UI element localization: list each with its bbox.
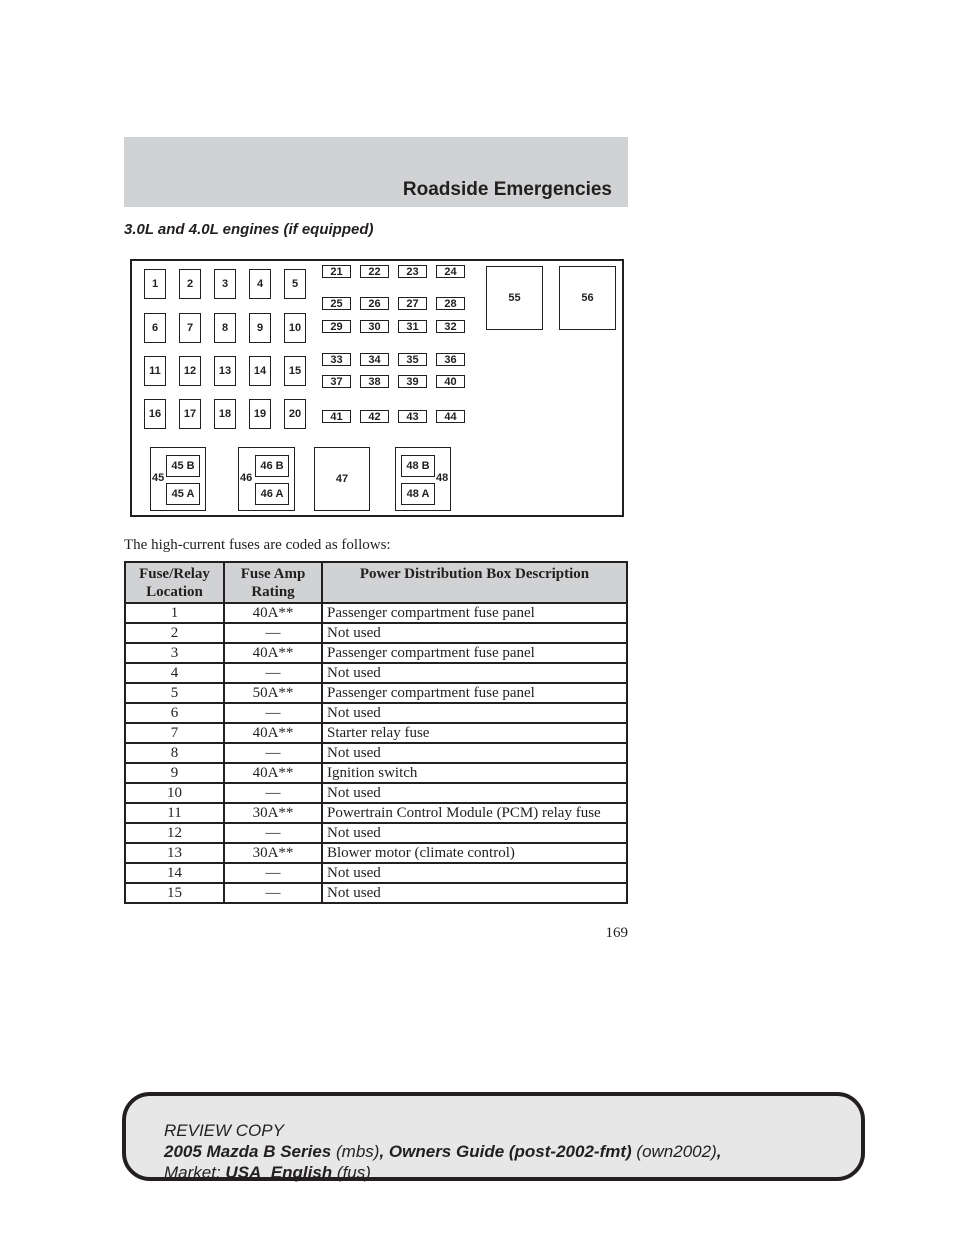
page-number: 169: [605, 925, 628, 941]
fuse-11: 11: [144, 356, 166, 386]
cell-rating: —: [224, 743, 322, 763]
cell-description: Blower motor (climate control): [322, 843, 627, 863]
relay-56: 56: [559, 266, 616, 330]
relay-46-label: 46: [240, 472, 253, 484]
fuse-5: 5: [284, 269, 306, 299]
mini-fuse-35: 35: [398, 353, 427, 366]
cell-location: 11: [125, 803, 224, 823]
cell-description: Not used: [322, 863, 627, 883]
fuse-15: 15: [284, 356, 306, 386]
mini-fuse-30: 30: [360, 320, 389, 333]
market-code: (fus): [336, 1163, 371, 1182]
fuse-7: 7: [179, 313, 201, 343]
cell-rating: —: [224, 703, 322, 723]
mini-fuse-33: 33: [322, 353, 351, 366]
model-code: (mbs): [336, 1142, 380, 1161]
cell-location: 1: [125, 603, 224, 623]
cell-description: Ignition switch: [322, 763, 627, 783]
fuse-10: 10: [284, 313, 306, 343]
fuse-table: [124, 561, 628, 904]
review-copy-box: [122, 1092, 865, 1181]
relay-45-b: 45 B: [166, 455, 200, 477]
table-row: [125, 783, 627, 803]
table-header-row: [125, 562, 627, 603]
cell-description: Not used: [322, 883, 627, 903]
fuse-6: 6: [144, 313, 166, 343]
market-name: USA_English: [225, 1163, 333, 1182]
cell-location: 4: [125, 663, 224, 683]
relay-47: 47: [314, 447, 370, 511]
mini-fuse-26: 26: [360, 297, 389, 310]
header-location: Fuse/Relay Location: [125, 562, 224, 603]
intro-text: The high-current fuses are coded as follows:: [124, 537, 391, 553]
relay-46-a: 46 A: [255, 483, 289, 505]
relay-45-a: 45 A: [166, 483, 200, 505]
mini-fuse-37: 37: [322, 375, 351, 388]
relay-46-b: 46 B: [255, 455, 289, 477]
table-row: [125, 863, 627, 883]
cell-location: 3: [125, 643, 224, 663]
cell-rating: —: [224, 783, 322, 803]
cell-rating: 40A**: [224, 603, 322, 623]
relay-45-label: 45: [152, 472, 165, 484]
mini-fuse-40: 40: [436, 375, 465, 388]
cell-rating: —: [224, 863, 322, 883]
engine-subheading: 3.0L and 4.0L engines (if equipped): [124, 221, 374, 238]
cell-rating: —: [224, 883, 322, 903]
cell-description: Not used: [322, 623, 627, 643]
cell-location: 6: [125, 703, 224, 723]
cell-location: 13: [125, 843, 224, 863]
mini-fuse-44: 44: [436, 410, 465, 423]
guide-code: (own2002): [636, 1142, 717, 1161]
section-title: Roadside Emergencies: [402, 179, 612, 200]
cell-rating: 50A**: [224, 683, 322, 703]
fuse-14: 14: [249, 356, 271, 386]
cell-location: 5: [125, 683, 224, 703]
cell-location: 8: [125, 743, 224, 763]
mini-fuse-42: 42: [360, 410, 389, 423]
cell-description: Not used: [322, 663, 627, 683]
fuse-19: 19: [249, 399, 271, 429]
section-header-band: [124, 137, 628, 207]
cell-rating: —: [224, 623, 322, 643]
fuse-2: 2: [179, 269, 201, 299]
table-row: [125, 623, 627, 643]
cell-location: 15: [125, 883, 224, 903]
table-row: [125, 603, 627, 623]
relay-48-b: 48 B: [401, 455, 435, 477]
mini-fuse-25: 25: [322, 297, 351, 310]
review-copy-label: REVIEW COPY: [164, 1121, 284, 1140]
table-row: [125, 843, 627, 863]
relay-55: 55: [486, 266, 543, 330]
cell-description: Not used: [322, 783, 627, 803]
cell-location: 14: [125, 863, 224, 883]
mini-fuse-24: 24: [436, 265, 465, 278]
table-row: [125, 703, 627, 723]
market-label: Market:: [164, 1163, 221, 1182]
header-amp-rating: Fuse Amp Rating: [224, 562, 322, 603]
cell-location: 12: [125, 823, 224, 843]
cell-description: Passenger compartment fuse panel: [322, 643, 627, 663]
fuse-17: 17: [179, 399, 201, 429]
fuse-4: 4: [249, 269, 271, 299]
cell-description: Passenger compartment fuse panel: [322, 683, 627, 703]
mini-fuse-23: 23: [398, 265, 427, 278]
mini-fuse-34: 34: [360, 353, 389, 366]
mini-fuse-27: 27: [398, 297, 427, 310]
cell-rating: 40A**: [224, 643, 322, 663]
mini-fuse-36: 36: [436, 353, 465, 366]
fuse-box-diagram: [130, 259, 624, 517]
cell-location: 2: [125, 623, 224, 643]
mini-fuse-32: 32: [436, 320, 465, 333]
mini-fuse-38: 38: [360, 375, 389, 388]
fuse-8: 8: [214, 313, 236, 343]
fuse-12: 12: [179, 356, 201, 386]
fuse-13: 13: [214, 356, 236, 386]
table-row: [125, 683, 627, 703]
cell-location: 7: [125, 723, 224, 743]
table-row: [125, 823, 627, 843]
cell-description: Not used: [322, 743, 627, 763]
mini-fuse-43: 43: [398, 410, 427, 423]
cell-rating: 40A**: [224, 723, 322, 743]
fuse-20: 20: [284, 399, 306, 429]
cell-rating: —: [224, 823, 322, 843]
mini-fuse-22: 22: [360, 265, 389, 278]
mini-fuse-21: 21: [322, 265, 351, 278]
cell-rating: 30A**: [224, 843, 322, 863]
table-row: [125, 643, 627, 663]
cell-description: Not used: [322, 703, 627, 723]
mini-fuse-39: 39: [398, 375, 427, 388]
cell-description: Starter relay fuse: [322, 723, 627, 743]
table-row: [125, 803, 627, 823]
table-row: [125, 763, 627, 783]
fuse-16: 16: [144, 399, 166, 429]
header-description: Power Distribution Box Description: [322, 562, 627, 603]
cell-location: 10: [125, 783, 224, 803]
table-row: [125, 663, 627, 683]
fuse-9: 9: [249, 313, 271, 343]
cell-rating: 30A**: [224, 803, 322, 823]
cell-description: Not used: [322, 823, 627, 843]
fuse-18: 18: [214, 399, 236, 429]
cell-description: Powertrain Control Module (PCM) relay fuse: [322, 803, 627, 823]
review-copy-text: REVIEW COPY 2005 Mazda B Series (mbs), Owners Guide (post-2002-fmt) (own2002), Market: USA_English (fus): [164, 1121, 722, 1182]
fuse-1: 1: [144, 269, 166, 299]
cell-rating: —: [224, 663, 322, 683]
relay-48-label: 48: [436, 472, 449, 484]
table-row: [125, 883, 627, 903]
cell-location: 9: [125, 763, 224, 783]
mini-fuse-29: 29: [322, 320, 351, 333]
fuse-3: 3: [214, 269, 236, 299]
cell-rating: 40A**: [224, 763, 322, 783]
mini-fuse-41: 41: [322, 410, 351, 423]
cell-description: Passenger compartment fuse panel: [322, 603, 627, 623]
table-row: [125, 743, 627, 763]
mini-fuse-28: 28: [436, 297, 465, 310]
mini-fuse-31: 31: [398, 320, 427, 333]
guide-name: Owners Guide (post-2002-fmt): [388, 1142, 632, 1161]
relay-48-a: 48 A: [401, 483, 435, 505]
table-row: [125, 723, 627, 743]
model-name: 2005 Mazda B Series: [164, 1142, 332, 1161]
